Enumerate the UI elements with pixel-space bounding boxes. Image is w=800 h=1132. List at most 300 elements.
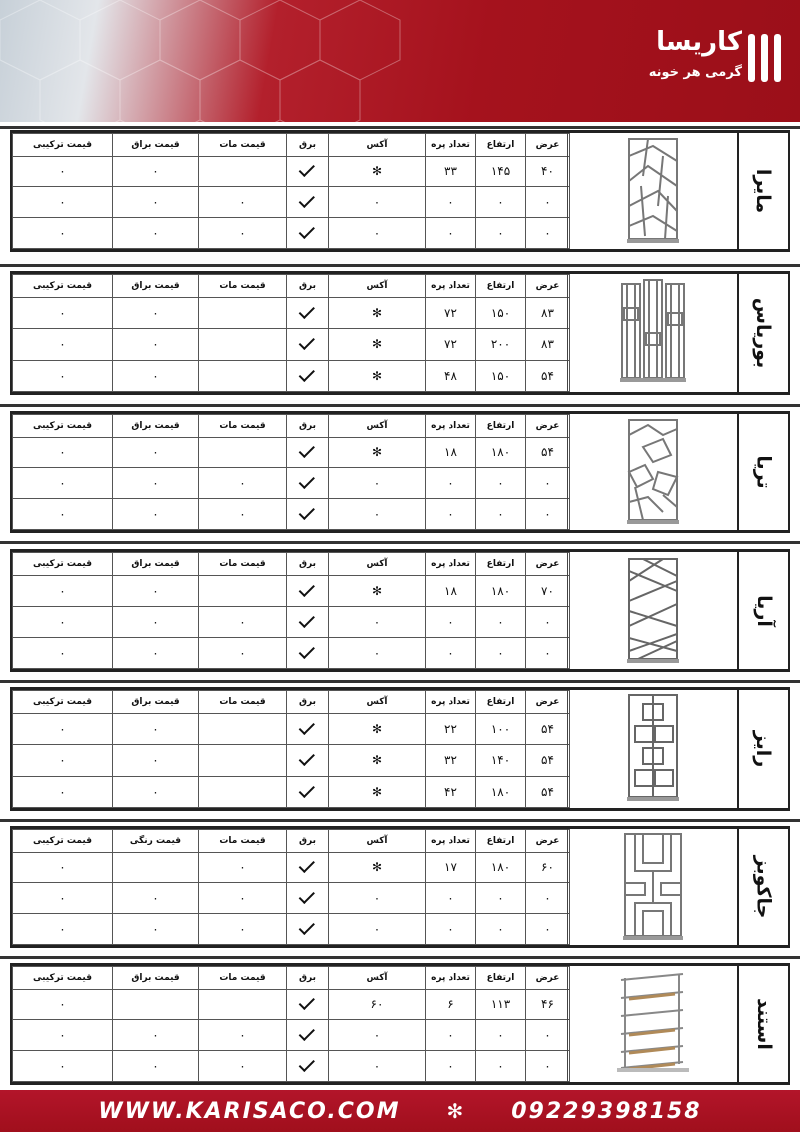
table-cell: ۰ <box>476 499 526 530</box>
col-header: عرض <box>526 134 570 157</box>
table-cell <box>199 437 287 468</box>
table-cell: ۱۷ <box>426 852 476 883</box>
table-cell: ۰ <box>113 329 199 360</box>
table-cell: ۰ <box>113 1020 199 1051</box>
panel-triple-bars-icon <box>618 278 688 388</box>
table-cell: ۱۸۰ <box>476 575 526 606</box>
table-cell: ۰ <box>476 1051 526 1082</box>
table-cell <box>287 468 329 499</box>
footer-separator: ✻ <box>446 1099 466 1123</box>
col-header: آکس <box>329 134 426 157</box>
table-cell <box>199 360 287 391</box>
checkmark-icon <box>299 223 315 239</box>
table-cell: ۰ <box>476 468 526 499</box>
table-cell <box>287 499 329 530</box>
table-cell: ✻ <box>329 713 426 744</box>
table-cell: ۰ <box>526 1020 570 1051</box>
table-cell: ۰ <box>13 637 113 668</box>
table-cell: ۴۶ <box>526 989 570 1020</box>
page-footer <box>0 1090 800 1132</box>
table-cell: ۰ <box>426 606 476 637</box>
table-cell: ۰ <box>13 914 113 945</box>
col-header: ارتفاع <box>476 415 526 438</box>
table-cell: ۰ <box>13 883 113 914</box>
table-cell <box>287 437 329 468</box>
brand-tagline: گرمی هر خونه <box>648 65 742 80</box>
col-header: قیمت مات <box>199 415 287 438</box>
checkmark-icon <box>299 303 315 319</box>
table-cell: ۰ <box>13 187 113 218</box>
table-cell: ۰ <box>113 637 199 668</box>
table-row <box>13 468 570 499</box>
col-header: عرض <box>526 830 570 853</box>
table-cell: ۰ <box>476 883 526 914</box>
col-header: قیمت ترکیبی <box>13 553 113 576</box>
col-header: ارتفاع <box>476 691 526 714</box>
table-header-row <box>13 553 570 576</box>
table-cell: ۰ <box>426 187 476 218</box>
checkmark-icon <box>299 643 315 659</box>
table-cell <box>287 156 329 187</box>
table-cell: ۰ <box>13 329 113 360</box>
table-cell: ۰ <box>113 156 199 187</box>
table-cell: ۰ <box>199 914 287 945</box>
table-cell: ۰ <box>13 713 113 744</box>
table-cell: ۰ <box>199 468 287 499</box>
table-cell: ۴۲ <box>426 776 476 807</box>
table-cell: ۱۰۰ <box>476 713 526 744</box>
table-cell: ۴۰ <box>526 156 570 187</box>
checkmark-icon <box>299 750 315 766</box>
col-header: قیمت براق <box>113 415 199 438</box>
table-row <box>13 499 570 530</box>
table-cell: ۰ <box>13 1051 113 1082</box>
col-header: قیمت ترکیبی <box>13 830 113 853</box>
table-cell <box>287 713 329 744</box>
table-cell: ۰ <box>476 606 526 637</box>
table-cell: ۷۲ <box>426 297 476 328</box>
table-cell: ۰ <box>329 1051 426 1082</box>
table-cell <box>113 989 199 1020</box>
divider <box>0 264 800 267</box>
table-cell <box>287 637 329 668</box>
table-cell <box>287 360 329 391</box>
table-row <box>13 606 570 637</box>
table-cell <box>287 745 329 776</box>
table-cell: ۱۸۰ <box>476 776 526 807</box>
table-cell: ۰ <box>426 1020 476 1051</box>
table-header-row <box>13 275 570 298</box>
table-row <box>13 883 570 914</box>
product-image <box>567 966 737 1082</box>
col-header: آکس <box>329 967 426 990</box>
table-cell <box>199 989 287 1020</box>
table-cell: ۳۲ <box>426 745 476 776</box>
col-header: عرض <box>526 691 570 714</box>
product-image <box>567 133 737 249</box>
checkmark-icon <box>299 1025 315 1041</box>
col-header: ارتفاع <box>476 967 526 990</box>
table-cell: ۰ <box>13 218 113 249</box>
table-header-row <box>13 134 570 157</box>
col-header: قیمت براق <box>113 691 199 714</box>
table-cell: ✻ <box>329 575 426 606</box>
product-name: آریا <box>737 552 788 669</box>
spec-table <box>12 829 570 945</box>
table-cell: ✻ <box>329 852 426 883</box>
table-cell: ۰ <box>329 883 426 914</box>
table-header-row <box>13 691 570 714</box>
table-cell: ۱۸ <box>426 437 476 468</box>
table-cell: ۰ <box>113 745 199 776</box>
col-header: قیمت ترکیبی <box>13 691 113 714</box>
product-name: رایز <box>737 690 788 808</box>
divider <box>0 680 800 683</box>
table-cell: ✻ <box>329 437 426 468</box>
table-cell: ۰ <box>113 360 199 391</box>
col-header: قیمت رنگی <box>113 830 199 853</box>
table-cell: ۰ <box>426 218 476 249</box>
table-row <box>13 437 570 468</box>
table-cell: ۰ <box>113 713 199 744</box>
table-cell: ۰ <box>526 187 570 218</box>
table-cell: ۰ <box>199 187 287 218</box>
table-cell: ۷۲ <box>426 329 476 360</box>
table-cell: ۵۴ <box>526 776 570 807</box>
table-cell: ۴۸ <box>426 360 476 391</box>
col-header: برق <box>287 275 329 298</box>
divider <box>0 126 800 129</box>
divider <box>0 819 800 822</box>
table-cell: ۰ <box>329 606 426 637</box>
table-cell: ۰ <box>476 218 526 249</box>
table-cell: ۰ <box>426 637 476 668</box>
table-cell: ۰ <box>476 914 526 945</box>
brand-logo-icon <box>748 34 782 82</box>
table-cell: ۰ <box>476 1020 526 1051</box>
table-cell: ✻ <box>329 329 426 360</box>
product-name: جاکوبز <box>737 829 788 945</box>
table-cell: ۰ <box>13 989 113 1020</box>
table-cell: ۱۴۵ <box>476 156 526 187</box>
col-header: قیمت براق <box>113 134 199 157</box>
table-cell <box>287 883 329 914</box>
checkmark-icon <box>299 334 315 350</box>
checkmark-icon <box>299 994 315 1010</box>
spec-table <box>12 274 570 392</box>
col-header: آکس <box>329 830 426 853</box>
table-cell: ۰ <box>476 637 526 668</box>
checkmark-icon <box>299 192 315 208</box>
table-cell: ۰ <box>113 499 199 530</box>
product-image <box>567 414 737 530</box>
table-cell: ۸۳ <box>526 329 570 360</box>
table-cell: ۰ <box>13 852 113 883</box>
product-name: تریا <box>737 414 788 530</box>
checkmark-icon <box>299 473 315 489</box>
table-row <box>13 218 570 249</box>
table-cell: ۱۴۰ <box>476 745 526 776</box>
col-header: قیمت مات <box>199 553 287 576</box>
product-block <box>10 271 790 395</box>
table-cell <box>287 989 329 1020</box>
table-cell: ۰ <box>113 1051 199 1082</box>
table-row <box>13 776 570 807</box>
product-name: مایرا <box>737 133 788 249</box>
checkmark-icon <box>299 581 315 597</box>
product-block <box>10 963 790 1085</box>
table-cell <box>287 218 329 249</box>
table-cell: ۰ <box>199 1051 287 1082</box>
spec-table <box>12 690 570 808</box>
table-cell: ۰ <box>526 1051 570 1082</box>
table-row <box>13 187 570 218</box>
checkmark-icon <box>299 442 315 458</box>
table-cell: ۳۳ <box>426 156 476 187</box>
col-header: قیمت ترکیبی <box>13 275 113 298</box>
col-header: تعداد پره <box>426 415 476 438</box>
col-header: ارتفاع <box>476 134 526 157</box>
table-cell <box>113 852 199 883</box>
table-cell: ۱۱۳ <box>476 989 526 1020</box>
website-link[interactable]: WWW.KARISACO.COM <box>98 1098 401 1124</box>
table-cell: ۰ <box>329 187 426 218</box>
product-block <box>10 130 790 252</box>
table-cell: ۰ <box>113 297 199 328</box>
table-cell: ۰ <box>199 499 287 530</box>
col-header: ارتفاع <box>476 830 526 853</box>
table-cell: ✻ <box>329 776 426 807</box>
table-cell <box>287 297 329 328</box>
product-block <box>10 687 790 811</box>
table-cell: ۰ <box>113 437 199 468</box>
table-cell: ۰ <box>426 914 476 945</box>
table-row <box>13 575 570 606</box>
brand-logo-text <box>649 26 742 84</box>
col-header: تعداد پره <box>426 134 476 157</box>
checkmark-icon <box>299 366 315 382</box>
phone-number[interactable]: 09229398158 <box>511 1098 702 1124</box>
table-cell: ✻ <box>329 745 426 776</box>
panel-squares-icon <box>623 692 683 806</box>
page-header <box>0 0 800 122</box>
table-cell: ۰ <box>526 218 570 249</box>
table-cell <box>287 1020 329 1051</box>
col-header: قیمت براق <box>113 275 199 298</box>
spec-table <box>12 552 570 669</box>
table-cell: ۰ <box>13 437 113 468</box>
checkmark-icon <box>299 504 315 520</box>
table-row <box>13 713 570 744</box>
col-header: قیمت مات <box>199 691 287 714</box>
table-cell <box>199 297 287 328</box>
table-cell <box>287 329 329 360</box>
divider <box>0 541 800 544</box>
col-header: برق <box>287 134 329 157</box>
table-cell: ۰ <box>199 1020 287 1051</box>
col-header: برق <box>287 830 329 853</box>
table-cell: ✻ <box>329 297 426 328</box>
col-header: تعداد پره <box>426 553 476 576</box>
table-cell <box>199 776 287 807</box>
table-row <box>13 637 570 668</box>
table-cell: ۰ <box>113 914 199 945</box>
table-cell: ۰ <box>329 1020 426 1051</box>
table-cell: ۰ <box>426 468 476 499</box>
divider <box>0 404 800 407</box>
table-row <box>13 156 570 187</box>
table-cell: ۰ <box>526 606 570 637</box>
col-header: تعداد پره <box>426 967 476 990</box>
table-cell: ۰ <box>13 745 113 776</box>
table-cell: ۰ <box>13 776 113 807</box>
product-block <box>10 411 790 533</box>
table-row <box>13 1051 570 1082</box>
table-cell: ۰ <box>113 575 199 606</box>
table-cell <box>287 914 329 945</box>
spec-table <box>12 133 570 249</box>
table-cell: ۰ <box>13 360 113 391</box>
table-cell <box>287 776 329 807</box>
table-cell: ۰ <box>476 187 526 218</box>
col-header: ارتفاع <box>476 275 526 298</box>
table-header-row <box>13 415 570 438</box>
table-cell: ۰ <box>13 606 113 637</box>
table-cell: ۰ <box>113 606 199 637</box>
col-header: عرض <box>526 553 570 576</box>
table-cell: ۰ <box>329 499 426 530</box>
table-cell <box>287 1051 329 1082</box>
table-cell: ۱۸ <box>426 575 476 606</box>
table-cell: ۱۸۰ <box>476 437 526 468</box>
col-header: تعداد پره <box>426 275 476 298</box>
col-header: آکس <box>329 553 426 576</box>
col-header: عرض <box>526 967 570 990</box>
table-cell: ۰ <box>199 637 287 668</box>
panel-maze-icon <box>621 831 685 943</box>
table-cell: ۰ <box>199 606 287 637</box>
checkmark-icon <box>299 888 315 904</box>
divider <box>0 956 800 959</box>
table-cell: ۰ <box>199 852 287 883</box>
table-cell <box>199 713 287 744</box>
table-cell: ۰ <box>199 218 287 249</box>
col-header: برق <box>287 967 329 990</box>
checkmark-icon <box>299 612 315 628</box>
table-cell: ۱۸۰ <box>476 852 526 883</box>
table-cell <box>199 329 287 360</box>
col-header: آکس <box>329 415 426 438</box>
table-cell: ۰ <box>113 187 199 218</box>
col-header: تعداد پره <box>426 691 476 714</box>
col-header: قیمت براق <box>113 967 199 990</box>
table-header-row <box>13 967 570 990</box>
table-cell <box>287 575 329 606</box>
table-row <box>13 745 570 776</box>
table-cell: ۰ <box>113 468 199 499</box>
table-cell: ۰ <box>13 156 113 187</box>
table-cell: ۰ <box>426 883 476 914</box>
table-cell <box>199 745 287 776</box>
table-cell: ۱۵۰ <box>476 297 526 328</box>
table-cell: ۰ <box>13 468 113 499</box>
table-cell: ۲۲ <box>426 713 476 744</box>
table-row <box>13 329 570 360</box>
col-header: قیمت مات <box>199 275 287 298</box>
table-cell: ۰ <box>329 914 426 945</box>
checkmark-icon <box>299 1056 315 1072</box>
table-cell <box>199 575 287 606</box>
table-cell: ۰ <box>329 637 426 668</box>
table-row <box>13 360 570 391</box>
table-cell <box>287 606 329 637</box>
table-cell: ۵۴ <box>526 360 570 391</box>
panel-shards-icon <box>623 136 683 246</box>
product-image <box>567 829 737 945</box>
table-row <box>13 297 570 328</box>
table-cell: ۵۴ <box>526 713 570 744</box>
table-cell: ۰ <box>329 468 426 499</box>
table-cell: ✻ <box>329 156 426 187</box>
table-header-row <box>13 830 570 853</box>
col-header: قیمت ترکیبی <box>13 415 113 438</box>
product-block <box>10 826 790 948</box>
geometric-pattern-icon <box>0 0 460 122</box>
table-cell: ۵۴ <box>526 745 570 776</box>
product-image <box>567 274 737 392</box>
table-cell: ۰ <box>113 218 199 249</box>
col-header: قیمت مات <box>199 830 287 853</box>
table-cell: ۶۰ <box>526 852 570 883</box>
col-header: قیمت مات <box>199 967 287 990</box>
col-header: قیمت مات <box>199 134 287 157</box>
spec-table <box>12 966 570 1082</box>
col-header: آکس <box>329 275 426 298</box>
product-name: استند <box>737 966 788 1082</box>
col-header: قیمت براق <box>113 553 199 576</box>
table-cell: ۰ <box>426 1051 476 1082</box>
table-cell: ۰ <box>13 297 113 328</box>
table-cell: ۱۵۰ <box>476 360 526 391</box>
col-header: تعداد پره <box>426 830 476 853</box>
product-image <box>567 690 737 808</box>
product-name: بوریاس <box>737 274 788 392</box>
checkmark-icon <box>299 719 315 735</box>
table-cell: ۶۰ <box>329 989 426 1020</box>
table-row <box>13 1020 570 1051</box>
panel-diagonal-icon <box>623 556 683 666</box>
table-cell: ۰ <box>526 499 570 530</box>
table-cell: ۰ <box>426 499 476 530</box>
col-header: ارتفاع <box>476 553 526 576</box>
table-cell: ۰ <box>526 468 570 499</box>
table-cell <box>287 852 329 883</box>
table-row <box>13 852 570 883</box>
table-cell: ✻ <box>329 360 426 391</box>
col-header: قیمت ترکیبی <box>13 134 113 157</box>
table-cell: ۶ <box>426 989 476 1020</box>
table-cell: ۰ <box>113 776 199 807</box>
table-cell: ۰ <box>199 883 287 914</box>
towel-stand-icon <box>613 968 693 1080</box>
product-image <box>567 552 737 669</box>
col-header: عرض <box>526 415 570 438</box>
table-cell <box>199 156 287 187</box>
checkmark-icon <box>299 919 315 935</box>
checkmark-icon <box>299 161 315 177</box>
table-cell: ۲۰۰ <box>476 329 526 360</box>
table-cell: ۰ <box>329 218 426 249</box>
